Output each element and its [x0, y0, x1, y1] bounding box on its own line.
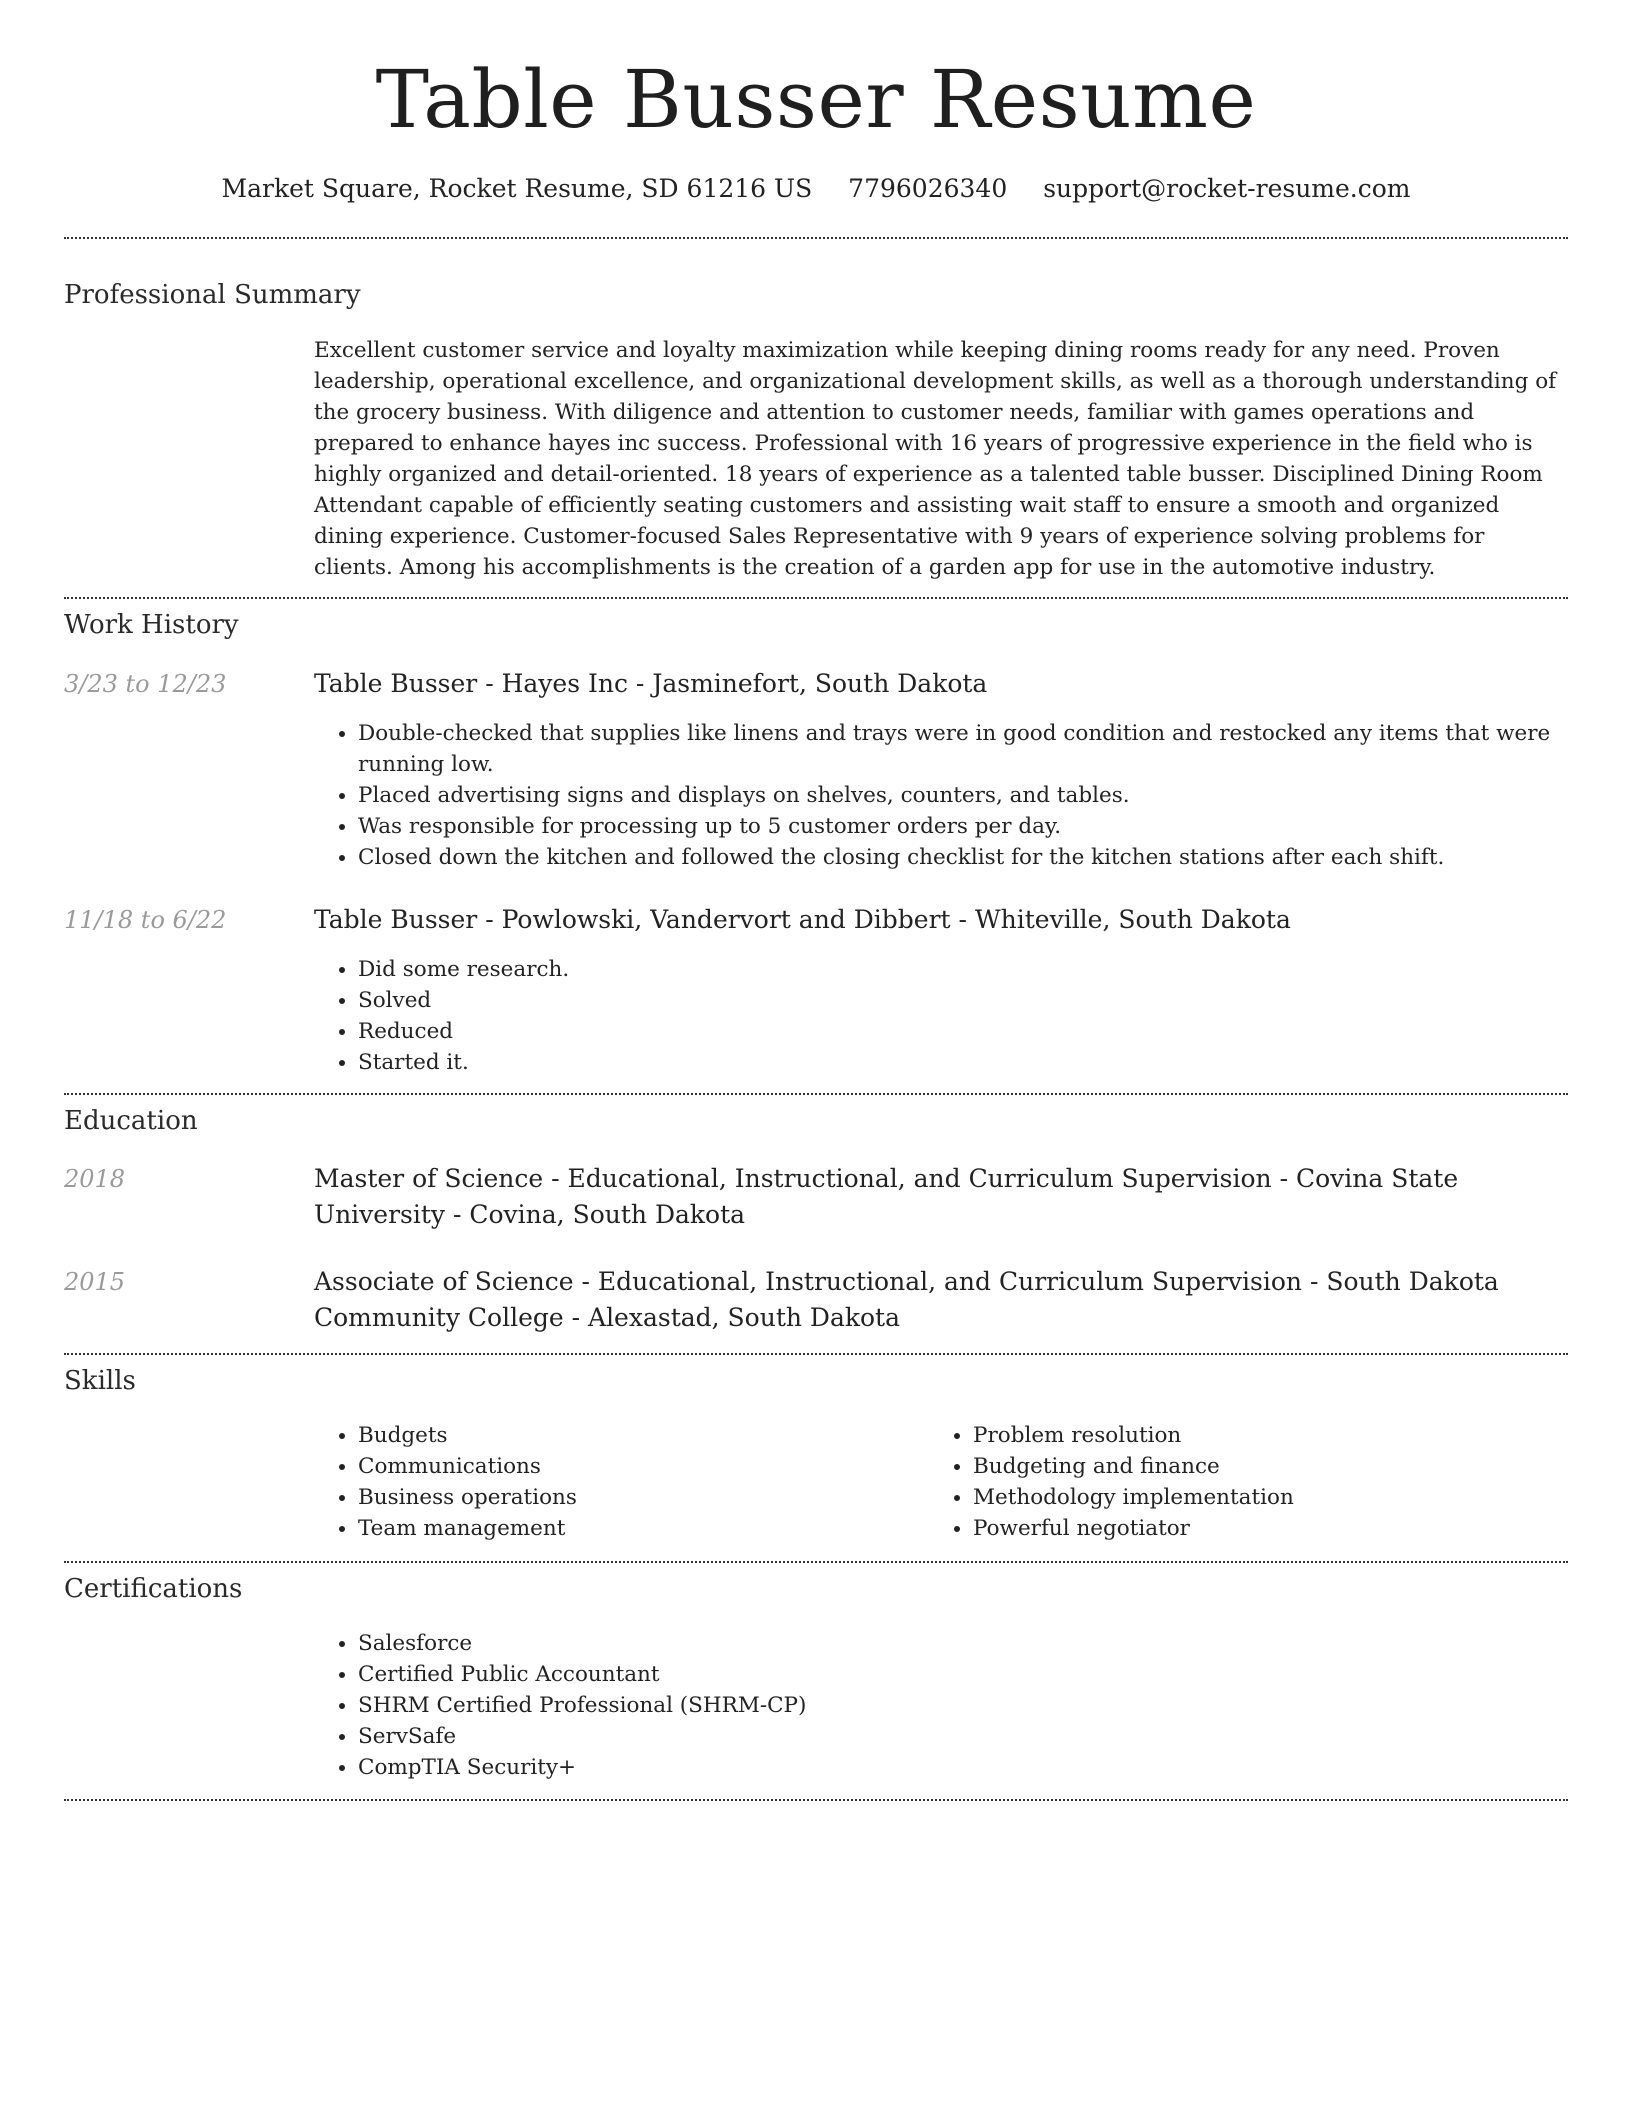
list-item: • SHRM Certified Professional (SHRM-CP): [358, 1690, 1568, 1721]
contact-email: support@rocket-resume.com: [1043, 174, 1411, 203]
list-item: • Team management: [358, 1513, 929, 1544]
contact-line: [64, 172, 1568, 206]
job-entry: [314, 666, 1568, 873]
section-heading-education: Education: [64, 1106, 198, 1136]
skills-block: [314, 1420, 1568, 1544]
education-title: Master of Science - Educational, Instructional, and Curriculum Supervision - Covina State University - Covina, South Dakota: [314, 1164, 1459, 1229]
list-item: • Placed advertising signs and displays on shelves, counters, and tables.: [358, 780, 1568, 811]
list-item: • Double-checked that supplies like linens and trays were in good condition and restocked any items that were running low.: [358, 718, 1568, 780]
job-dates: 11/18 to 6/22: [64, 906, 227, 934]
job-entry: [314, 902, 1568, 1078]
summary-text: Excellent customer service and loyalty maximization while keeping dining rooms ready for any need. Proven leadership, operational excellence, and organizational development skills, as well as a thorough understanding of the grocery business. With diligence and attention to customer needs, familiar with games operations and prepared to enhance hayes inc success. Professional with 16 years of progressive experience in the field who is highly organized and detail-oriented. 18 years of experience as a talented table busser. Disciplined Dining Room Attendant capable of efficiently seating customers and assisting wait staff to ensure a smooth and organized dining experience. Customer-focused Sales Representative with 9 years of experience solving problems for clients. Among his accomplishments is the creation of a garden app for use in the automotive industry.: [314, 338, 1557, 580]
list-item: • Closed down the kitchen and followed the closing checklist for the kitchen stations after each shift.: [358, 842, 1568, 873]
education-entry: [314, 1161, 1568, 1233]
job-title: Table Busser - Powlowski, Vandervort and Dibbert - Whiteville, South Dakota: [314, 905, 1291, 934]
divider: [64, 1561, 1568, 1563]
contact-address: Market Square, Rocket Resume, SD 61216 US: [221, 174, 813, 203]
certifications-block: [314, 1628, 1568, 1783]
list-item: • Powerful negotiator: [973, 1513, 1544, 1544]
list-item: • Solved: [358, 985, 1568, 1016]
list-item: • Salesforce: [358, 1628, 1568, 1659]
job-dates: 3/23 to 12/23: [64, 670, 227, 698]
list-item: • Methodology implementation: [973, 1482, 1544, 1513]
list-item: • Did some research.: [358, 954, 1568, 985]
education-title: Associate of Science - Educational, Instructional, and Curriculum Supervision - South Dakota Community College - Alexastad, South Dakota: [314, 1267, 1499, 1332]
divider: [64, 237, 1568, 239]
section-heading-summary: Professional Summary: [64, 280, 361, 310]
divider: [64, 1353, 1568, 1355]
list-item: • Reduced: [358, 1016, 1568, 1047]
divider: [64, 1093, 1568, 1095]
list-item: • Certified Public Accountant: [358, 1659, 1568, 1690]
section-heading-skills: Skills: [64, 1366, 136, 1396]
education-year: 2015: [64, 1268, 126, 1296]
section-heading-work: Work History: [64, 610, 239, 640]
section-heading-certifications: Certifications: [64, 1574, 243, 1604]
divider: [64, 1799, 1568, 1801]
education-year: 2018: [64, 1165, 126, 1193]
list-item: • Communications: [358, 1451, 929, 1482]
list-item: • Business operations: [358, 1482, 929, 1513]
job-title: Table Busser - Hayes Inc - Jasminefort, South Dakota: [314, 669, 988, 698]
certifications-list: [314, 1628, 1568, 1783]
list-item: • Problem resolution: [973, 1420, 1544, 1451]
list-item: • ServSafe: [358, 1721, 1568, 1752]
skills-list-right: [929, 1420, 1544, 1544]
list-item: • Budgets: [358, 1420, 929, 1451]
job-bullets: [314, 954, 1568, 1078]
list-item: • CompTIA Security+: [358, 1752, 1568, 1783]
list-item: • Started it.: [358, 1047, 1568, 1078]
education-entry: [314, 1264, 1568, 1336]
divider: [64, 597, 1568, 599]
skills-list-left: [314, 1420, 929, 1544]
summary-block: [314, 335, 1568, 583]
contact-phone: 7796026340: [848, 174, 1008, 203]
job-bullets: [314, 718, 1568, 873]
resume-title: Table Busser Resume: [375, 53, 1257, 146]
list-item: • Budgeting and finance: [973, 1451, 1544, 1482]
list-item: • Was responsible for processing up to 5 customer orders per day.: [358, 811, 1568, 842]
